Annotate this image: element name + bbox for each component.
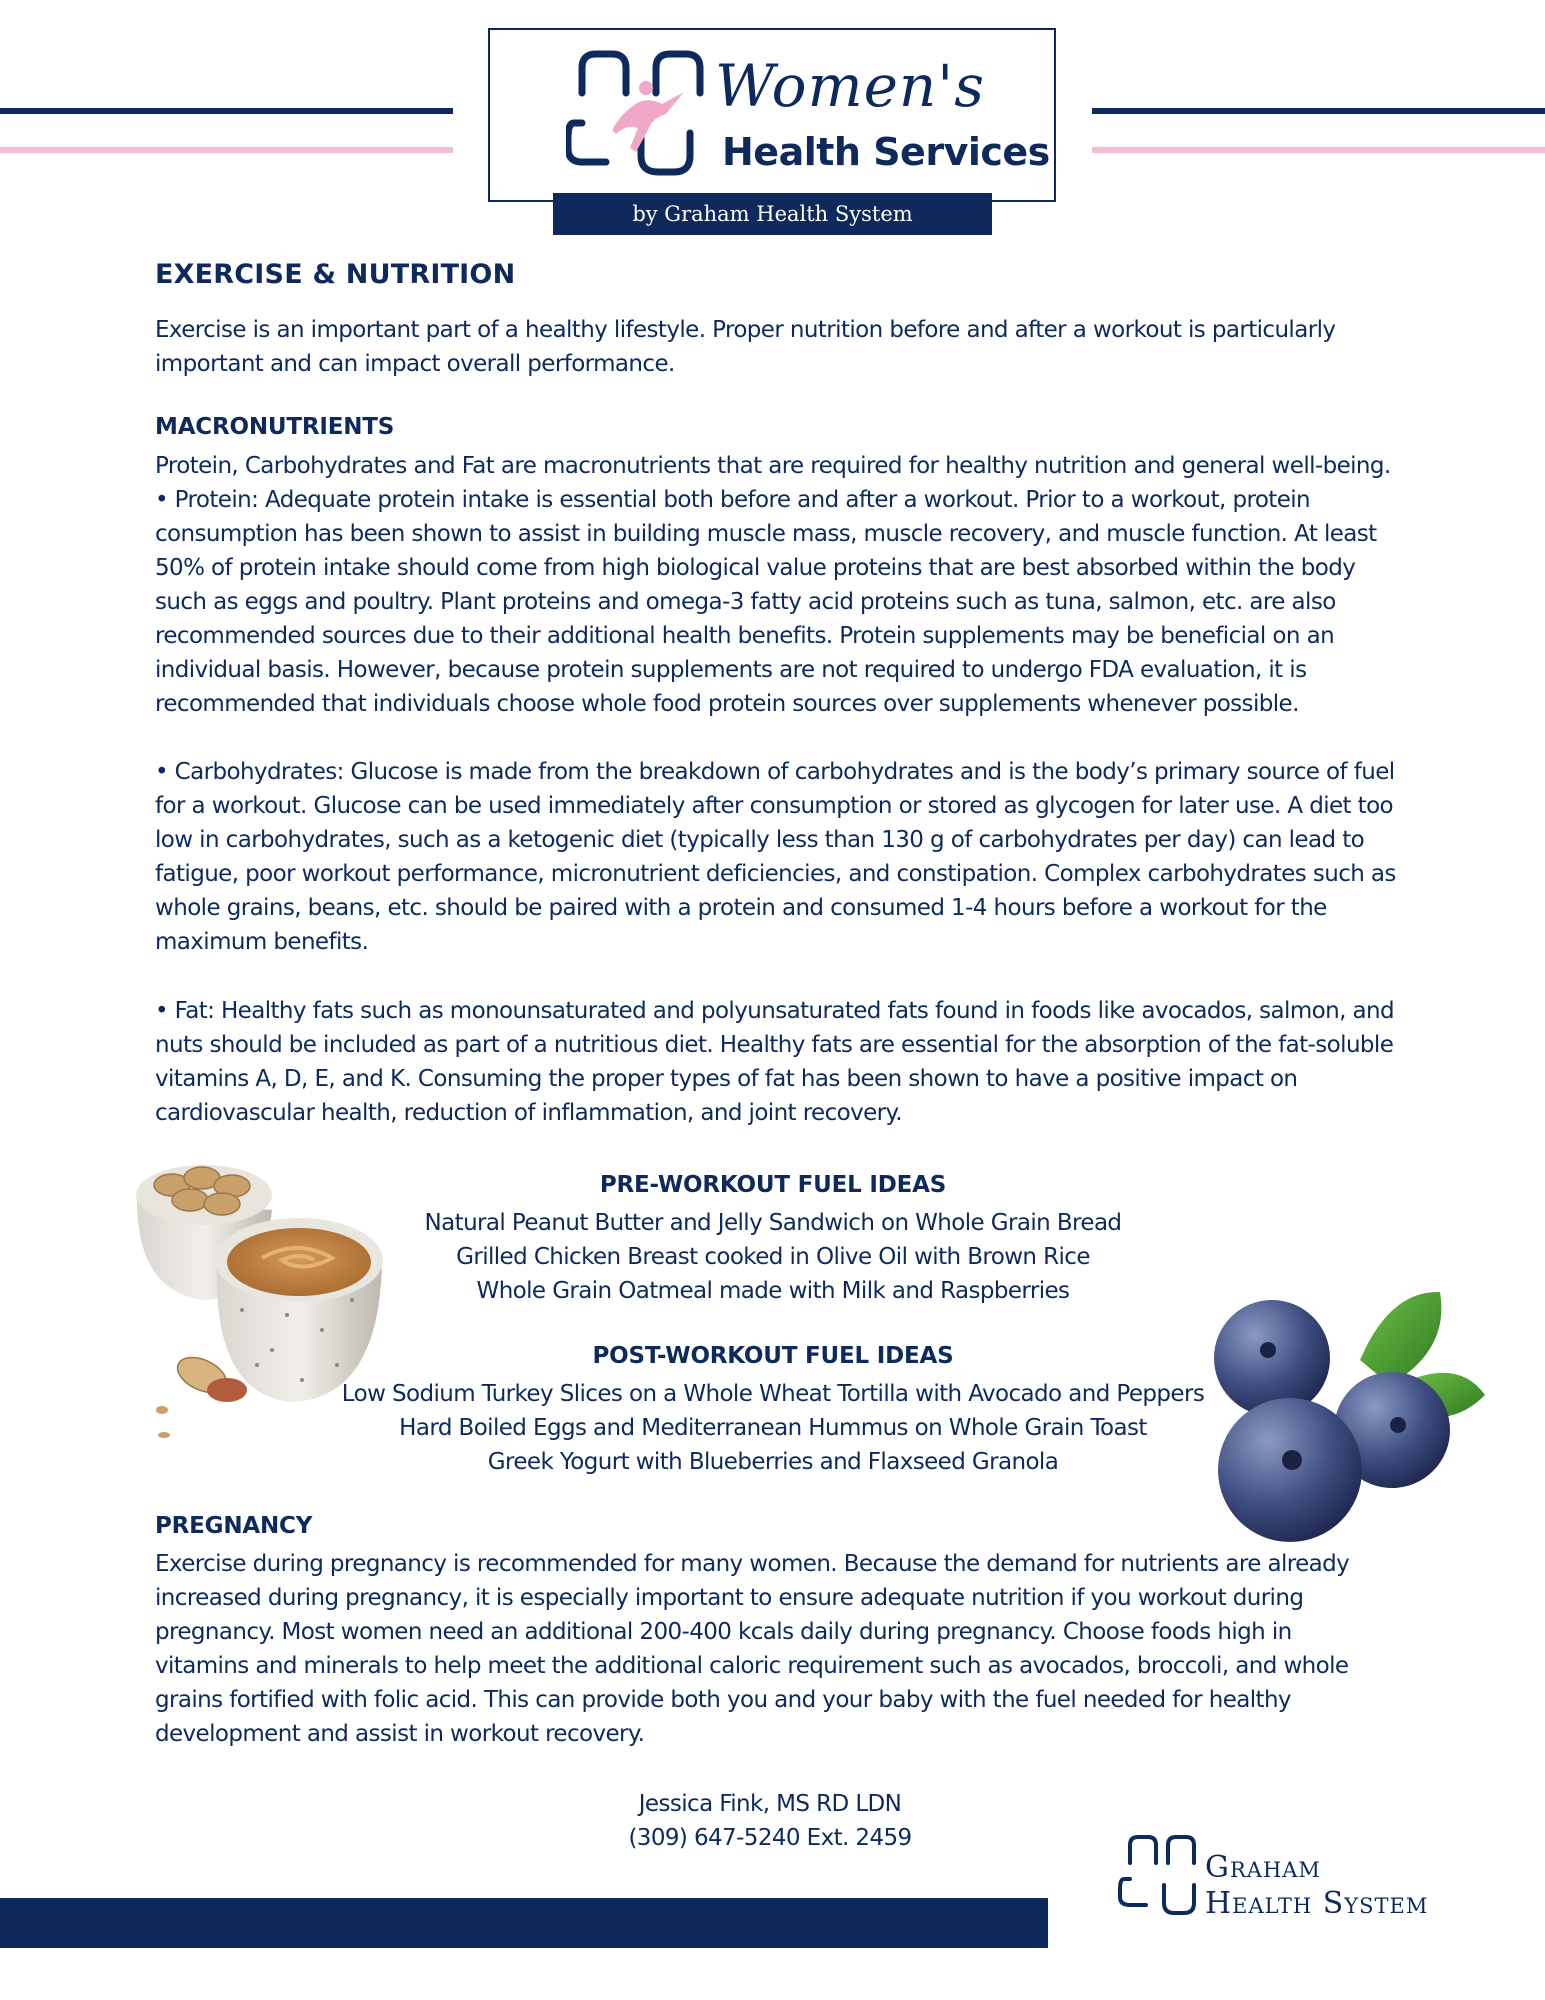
text-line: Exercise during pregnancy is recommended for many women. Because the demand for nutrients are already bbox=[155, 1551, 1350, 1577]
text-line: • Carbohydrates: Glucose is made from the breakdown of carbohydrates and is the body’s primary source of fuel bbox=[155, 759, 1395, 785]
text-line: 50% of protein intake should come from high biological value proteins that are best absorbed within the body bbox=[155, 555, 1356, 581]
text-line: consumption has been shown to assist in building muscle mass, muscle recovery, and muscle function. At least bbox=[155, 521, 1377, 547]
text-line: increased during pregnancy, it is especially important to ensure adequate nutrition if you workout during bbox=[155, 1585, 1304, 1611]
graham-mark-icon bbox=[566, 48, 716, 178]
macronutrients-heading: MACRONUTRIENTS bbox=[155, 414, 395, 440]
text-line: vitamins and minerals to help meet the additional caloric requirement such as avocados, broccoli, and whole bbox=[155, 1653, 1349, 1679]
list-item: Hard Boiled Eggs and Mediterranean Hummus on Whole Grain Toast bbox=[399, 1415, 1147, 1441]
contact-phone: (309) 647-5240 Ext. 2459 bbox=[628, 1825, 912, 1851]
text-line: maximum benefits. bbox=[155, 929, 369, 955]
text-line: for a workout. Glucose can be used immediately after consumption or stored as glycogen for later use. A diet too bbox=[155, 793, 1394, 819]
text-line: important and can impact overall performance. bbox=[155, 351, 675, 377]
list-item: Whole Grain Oatmeal made with Milk and Raspberries bbox=[476, 1278, 1070, 1304]
text-line: whole grains, beans, etc. should be paired with a protein and consumed 1-4 hours before a workout for the bbox=[155, 895, 1327, 921]
carbohydrates-paragraph bbox=[155, 755, 1396, 959]
footer-logo-line2: Health System bbox=[1205, 1886, 1429, 1921]
text-line: fatigue, poor workout performance, micronutrient deficiencies, and constipation. Complex carbohydrates such as bbox=[155, 861, 1396, 887]
text-line: pregnancy. Most women need an additional 200-400 kcals daily during pregnancy. Choose foods high in bbox=[155, 1619, 1292, 1645]
header-line-right-navy bbox=[1092, 108, 1545, 114]
list-item: Natural Peanut Butter and Jelly Sandwich on Whole Grain Bread bbox=[424, 1210, 1122, 1236]
page-title: EXERCISE & NUTRITION bbox=[155, 259, 516, 290]
footer-logo-text bbox=[1205, 1850, 1428, 1922]
list-item: Greek Yogurt with Blueberries and Flaxseed Granola bbox=[487, 1449, 1059, 1475]
intro-paragraph bbox=[155, 313, 1335, 381]
fat-paragraph bbox=[155, 994, 1394, 1130]
text-line: Protein, Carbohydrates and Fat are macronutrients that are required for healthy nutrition and general well-being. bbox=[155, 453, 1391, 479]
pre-workout-heading: PRE-WORKOUT FUEL IDEAS bbox=[599, 1172, 947, 1198]
footer-logo-line1: Graham bbox=[1205, 1850, 1321, 1885]
blueberries-image bbox=[1180, 1290, 1490, 1550]
text-line: • Protein: Adequate protein intake is essential both before and after a workout. Prior to a workout, protein bbox=[155, 487, 1311, 513]
contact-block bbox=[560, 1787, 980, 1855]
text-line: recommended that individuals choose whole food protein sources over supplements whenever possible. bbox=[155, 691, 1299, 717]
pregnancy-paragraph bbox=[155, 1547, 1349, 1751]
macronutrients-paragraph bbox=[155, 449, 1391, 721]
header-line-left-navy bbox=[0, 108, 453, 114]
text-line: • Fat: Healthy fats such as monounsaturated and polyunsaturated fats found in foods like avocados, salmon, and bbox=[155, 998, 1394, 1024]
logo-name-text: Health Services bbox=[722, 130, 1050, 174]
text-line: development and assist in workout recovery. bbox=[155, 1721, 645, 1747]
pre-workout-list bbox=[288, 1206, 1258, 1308]
list-item: Low Sodium Turkey Slices on a Whole Wheat Tortilla with Avocado and Peppers bbox=[341, 1381, 1205, 1407]
pregnancy-heading: PREGNANCY bbox=[155, 1513, 313, 1539]
text-line: individual basis. However, because protein supplements are not required to undergo FDA evaluation, it is bbox=[155, 657, 1307, 683]
logo-tagline: by Graham Health System bbox=[553, 193, 992, 235]
text-line: nuts should be included as part of a nutritious diet. Healthy fats are essential for the absorption of the fat-soluble bbox=[155, 1032, 1394, 1058]
logo-script-text: Women's bbox=[715, 52, 985, 120]
header-line-left-pink bbox=[0, 147, 453, 153]
text-line: such as eggs and poultry. Plant proteins and omega-3 fatty acid proteins such as tuna, salmon, etc. are also bbox=[155, 589, 1336, 615]
footer-bar bbox=[0, 1898, 1048, 1948]
post-workout-list bbox=[288, 1377, 1258, 1479]
text-line: cardiovascular health, reduction of inflammation, and joint recovery. bbox=[155, 1100, 902, 1126]
text-line: low in carbohydrates, such as a ketogenic diet (typically less than 130 g of carbohydrates per day) can lead to bbox=[155, 827, 1365, 853]
contact-name: Jessica Fink, MS RD LDN bbox=[638, 1791, 902, 1817]
text-line: vitamins A, D, E, and K. Consuming the proper types of fat has been shown to have a positive impact on bbox=[155, 1066, 1298, 1092]
text-line: grains fortified with folic acid. This can provide both you and your baby with the fuel needed for healthy bbox=[155, 1687, 1291, 1713]
text-line: recommended sources due to their additional health benefits. Protein supplements may be beneficial on an bbox=[155, 623, 1335, 649]
header-line-right-pink bbox=[1092, 147, 1545, 153]
text-line: Exercise is an important part of a healthy lifestyle. Proper nutrition before and after a workout is particularly bbox=[155, 317, 1336, 343]
post-workout-heading: POST-WORKOUT FUEL IDEAS bbox=[592, 1343, 954, 1369]
list-item: Grilled Chicken Breast cooked in Olive Oil with Brown Rice bbox=[456, 1244, 1090, 1270]
graham-footer-mark-icon bbox=[1118, 1833, 1202, 1917]
